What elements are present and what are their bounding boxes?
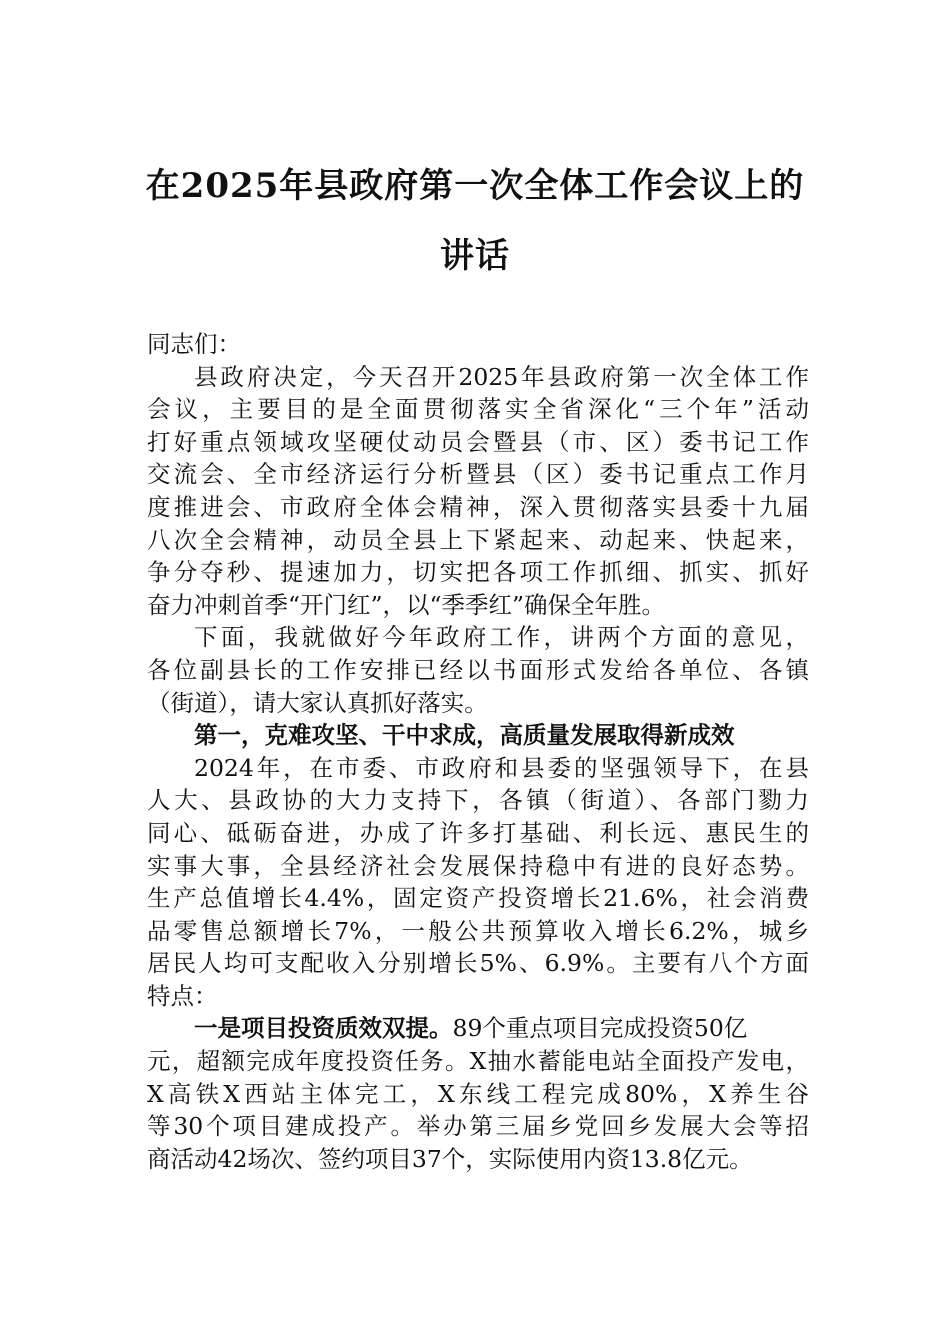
document-title-line-1: 在2025年县政府第一次全体工作会议上的	[145, 166, 805, 206]
paragraph-4-lead: 一是项目投资质效双提。	[194, 1014, 453, 1043]
salutation: 同志们：	[147, 330, 241, 358]
paragraph-3-line: 特点：	[147, 981, 218, 1010]
paragraph-1-line: 打好重点领域攻坚硬仗动员会暨县（市、区）委书记工作	[147, 427, 809, 456]
paragraph-4-first-line	[147, 1012, 809, 1045]
paragraph-4-line: X高铁X西站主体完工，X东线工程完成80%，X养生谷	[147, 1079, 809, 1108]
paragraph-1-line: 度推进会、市政府全体会精神，深入贯彻落实县委十九届	[147, 492, 809, 521]
paragraph-3-line: 人大、县政协的大力支持下，各镇（街道）、各部门勠力	[147, 786, 809, 815]
paragraph-1-line: 争分夺秒、提速加力，切实把各项工作抓细、抓实、抓好	[147, 558, 809, 587]
section-1-heading: 第一，克难攻坚、干中求成，高质量发展取得新成效	[194, 721, 735, 750]
paragraph-4-first-rest: 89个重点项目完成投资50亿	[452, 1014, 748, 1043]
paragraph-1-line: 交流会、全市经济运行分析暨县（区）委书记重点工作月	[147, 460, 809, 489]
document-title-line-2: 讲话	[440, 236, 510, 276]
paragraph-1-line: 八次全会精神，动员全县上下紧起来、动起来、快起来，	[147, 525, 809, 554]
paragraph-4-line: 商活动42场次、签约项目37个，实际使用内资13.8亿元。	[147, 1144, 753, 1173]
paragraph-2-line: 下面，我就做好今年政府工作，讲两个方面的意见，	[194, 623, 809, 652]
paragraph-4-line: 元，超额完成年度投资任务。X抽水蓄能电站全面投产发电，	[147, 1047, 809, 1076]
paragraph-2-line: 各位副县长的工作安排已经以书面形式发给各单位、各镇	[147, 655, 809, 684]
paragraph-1-line: 县政府决定，今天召开2025年县政府第一次全体工作	[194, 362, 809, 391]
paragraph-2-line: （街道），请大家认真抓好落实。	[147, 688, 488, 717]
paragraph-1-line: 奋力冲刺首季“开门红”，以“季季红”确保全年胜。	[147, 590, 666, 619]
paragraph-4-line: 等30个项目建成投产。举办第三届乡党回乡发展大会等招	[147, 1112, 809, 1141]
paragraph-3-line: 生产总值增长4.4%，固定资产投资增长21.6%，社会消费	[147, 884, 809, 913]
paragraph-3-line: 同心、砥砺奋进，办成了许多打基础、利长远、惠民生的	[147, 818, 809, 847]
document-body	[147, 328, 809, 1175]
paragraph-3-line: 品零售总额增长7%，一般公共预算收入增长6.2%，城乡	[147, 916, 809, 945]
paragraph-3-line: 居民人均可支配收入分别增长5%、6.9%。主要有八个方面	[147, 949, 809, 978]
paragraph-3-line: 2024年，在市委、市政府和县委的坚强领导下，在县	[194, 753, 809, 782]
paragraph-1-line: 会议，主要目的是全面贯彻落实全省深化“三个年”活动	[147, 395, 809, 424]
paragraph-3-line: 实事大事，全县经济社会发展保持稳中有进的良好态势。	[147, 851, 809, 880]
